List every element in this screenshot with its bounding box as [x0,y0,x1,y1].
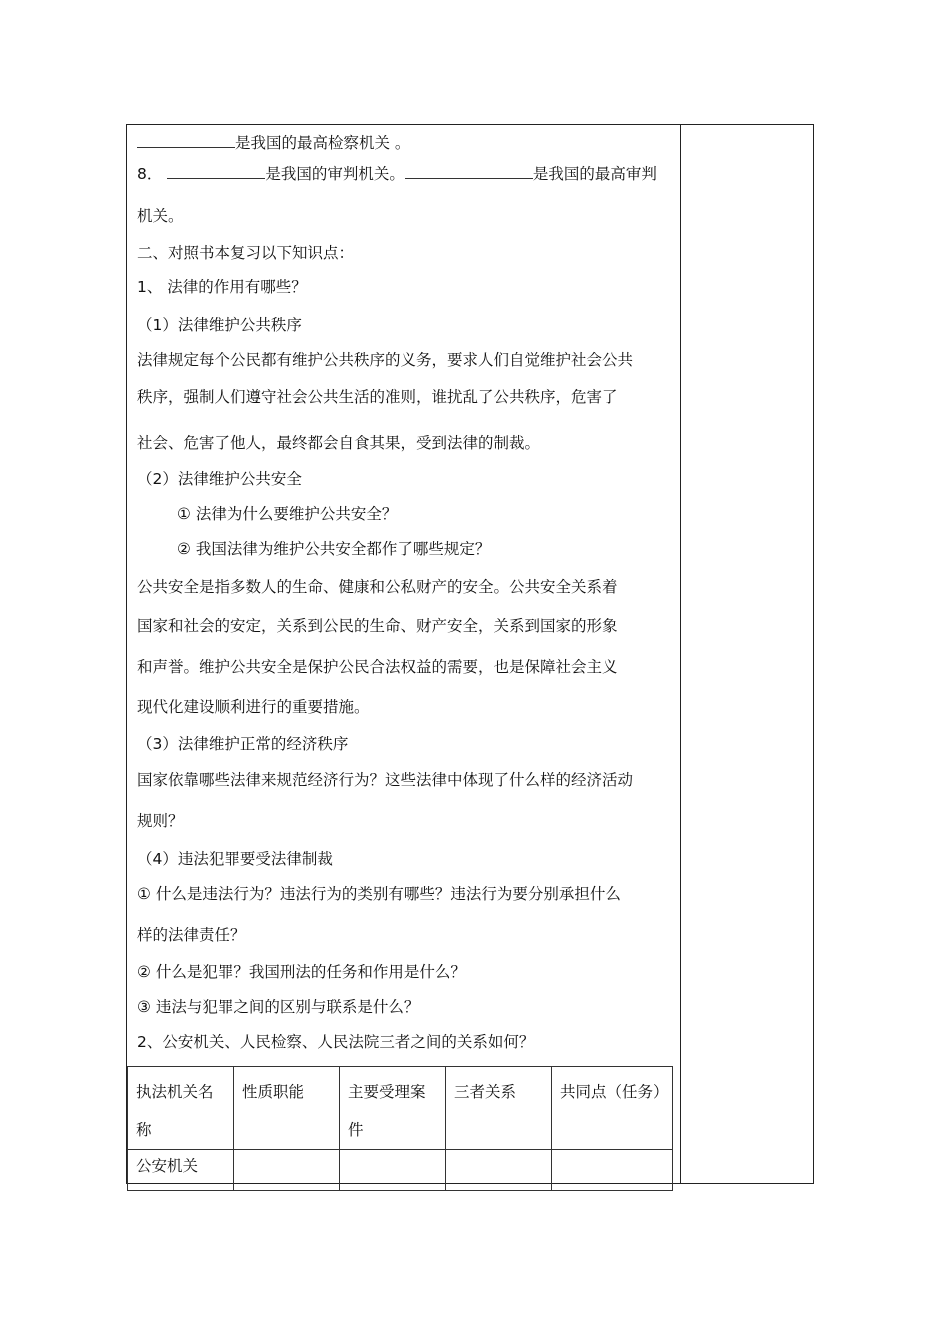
paragraph-line: 秩序，强制人们遵守社会公共生活的准则，谁扰乱了公共秩序，危害了 [137,388,618,406]
table-header-row [128,1067,673,1150]
paragraph-line: 和声誉。维护公共安全是保护公民合法权益的需要，也是保障社会主义 [137,658,618,676]
table-cell[interactable] [340,1150,446,1191]
subheading-1: （1）法律维护公共秩序 [137,316,302,334]
question-2: 2、公安机关、人民检察、人民法院三者之间的关系如何？ [137,1033,535,1051]
paragraph-line: 社会、危害了他人，最终都会自食其果，受到法律的制裁。 [137,434,541,452]
subheading-2: （2）法律维护公共安全 [137,470,302,488]
sub-question: ① 法律为什么要维护公共安全？ [177,505,398,523]
agencies-table [127,1066,673,1191]
section-heading: 二、对照书本复习以下知识点： [137,244,355,262]
line-2: 8． 是我国的审判机关。 是我国的最高审判 [137,165,657,183]
answer-blank[interactable] [405,164,533,179]
table-cell: 公安机关 [128,1150,234,1191]
paragraph-line: 国家和社会的安定，关系到公民的生命、财产安全，关系到国家的形象 [137,617,618,635]
table-row [128,1150,673,1191]
table-cell[interactable] [446,1150,552,1191]
header-cell: 共同点（任务） [552,1067,673,1150]
header-cell: 主要受理案件 [340,1067,446,1150]
subheading-4: （4）违法犯罪要受法律制裁 [137,850,333,868]
sub-question: ② 我国法律为维护公共安全都作了哪些规定？ [177,540,491,558]
line-3: 机关。 [137,207,184,225]
paragraph-line: 现代化建设顺利进行的重要措施。 [137,698,370,716]
subheading-3: （3）法律维护正常的经济秩序 [137,735,349,753]
header-cell: 性质职能 [234,1067,340,1150]
answer-blank[interactable] [167,164,265,179]
paragraph-line: 公共安全是指多数人的生命、健康和公私财产的安全。公共安全关系着 [137,578,618,596]
table-cell[interactable] [234,1150,340,1191]
sub-question: 样的法律责任？ [137,926,246,944]
sub-question: ① 什么是违法行为？违法行为的类别有哪些？违法行为要分别承担什么 [137,885,621,903]
paragraph-line: 国家依靠哪些法律来规范经济行为？这些法律中体现了什么样的经济活动 [137,771,634,789]
paragraph-line: 规则？ [137,812,184,830]
header-cell: 执法机关名称 [128,1067,234,1150]
worksheet-table [126,124,814,1184]
line-1: 是我国的最高检察机关 。 [137,133,410,153]
table-cell[interactable] [552,1150,673,1191]
sub-question: ③ 违法与犯罪之间的区别与联系是什么？ [137,998,420,1016]
header-cell: 三者关系 [446,1067,552,1150]
sub-question: ② 什么是犯罪？我国刑法的任务和作用是什么？ [137,963,466,981]
paragraph-line: 法律规定每个公民都有维护公共秩序的义务，要求人们自觉维护社会公共 [137,351,634,369]
answer-blank[interactable] [137,133,235,148]
question-1: 1、 法律的作用有哪些？ [137,278,307,296]
notes-column-divider [680,125,681,1183]
